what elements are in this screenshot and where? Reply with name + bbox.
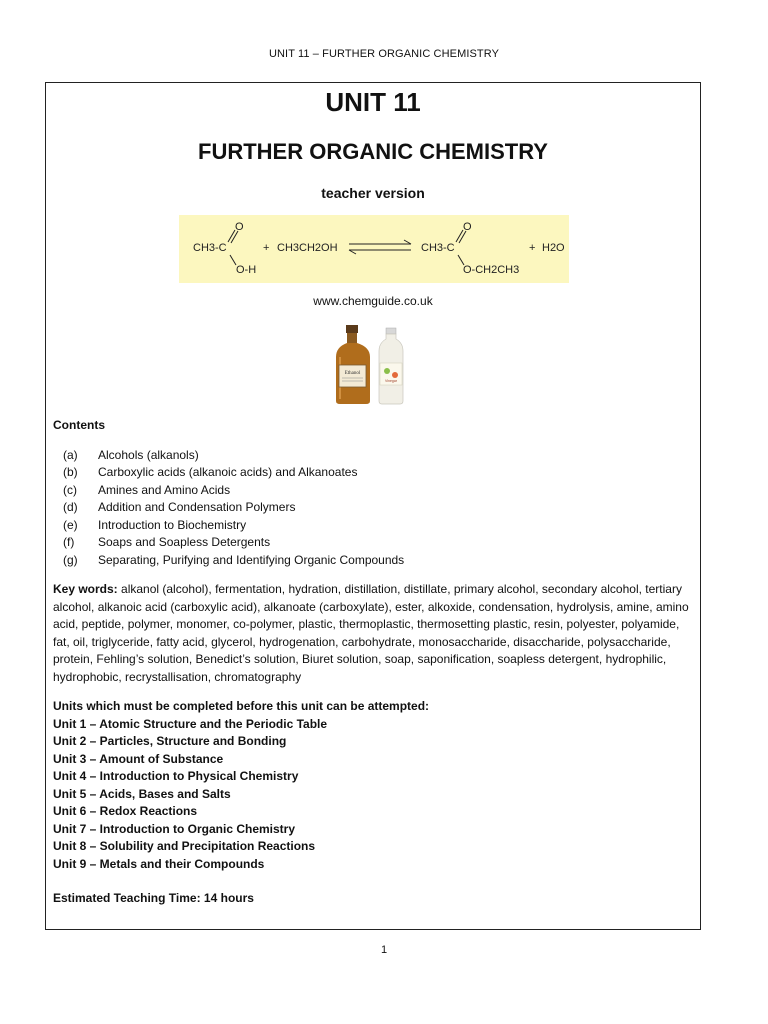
product-photo bbox=[332, 323, 412, 405]
version-label: teacher version bbox=[321, 185, 425, 201]
bottles-illustration bbox=[332, 323, 412, 405]
contents-item: (b) Carboxylic acids (alkanoic acids) and Alkanoates bbox=[63, 465, 358, 479]
page-subtitle: FURTHER ORGANIC CHEMISTRY bbox=[198, 139, 548, 164]
contents-item: (g) Separating, Purifying and Identifying Organic Compounds bbox=[63, 552, 405, 567]
prerequisite-unit: Unit 3 – Amount of Substance bbox=[53, 751, 224, 766]
prerequisite-unit: Unit 7 – Introduction to Organic Chemistry bbox=[53, 821, 296, 836]
svg-text:Vinegar: Vinegar bbox=[384, 379, 398, 383]
svg-text:Ethanol: Ethanol bbox=[344, 371, 361, 376]
reactant1-formula: CH3-C bbox=[193, 242, 227, 254]
contents-item: (a) Alcohols (alkanols) bbox=[63, 447, 199, 462]
keywords-heading: Key words: bbox=[53, 582, 118, 596]
plus-sign-1: + bbox=[263, 242, 270, 254]
product1-carbonyl-o: O bbox=[463, 221, 472, 233]
prerequisite-unit: Unit 9 – Metals and their Compounds bbox=[53, 856, 265, 871]
keywords-paragraph bbox=[53, 581, 695, 686]
running-head: UNIT 11 – FURTHER ORGANIC CHEMISTRY bbox=[268, 48, 500, 60]
product2-formula: H2O bbox=[542, 242, 565, 254]
contents-item: (c) Amines and Amino Acids bbox=[63, 482, 231, 497]
prerequisite-unit: Unit 1 – Atomic Structure and the Periodic Table bbox=[53, 716, 328, 731]
teaching-time: Estimated Teaching Time: 14 hours bbox=[53, 891, 254, 905]
vinegar-bottle-icon bbox=[379, 328, 403, 404]
prerequisites-section bbox=[53, 698, 695, 873]
contents-heading: Contents bbox=[53, 418, 105, 432]
reactant2-formula: CH3CH2OH bbox=[277, 242, 338, 254]
reactant1-double-bond bbox=[228, 230, 235, 242]
reactant1-hydroxyl: O-H bbox=[236, 264, 257, 276]
page-number: 1 bbox=[380, 944, 388, 956]
contents-item: (d) Addition and Condensation Polymers bbox=[63, 500, 296, 514]
product1-ester-group: O-CH2CH3 bbox=[463, 264, 520, 276]
page-title: UNIT 11 bbox=[325, 87, 421, 117]
cover-body bbox=[53, 417, 695, 908]
cover-frame bbox=[45, 82, 701, 930]
contents-item: (f) Soaps and Soapless Detergents bbox=[63, 535, 271, 549]
prerequisite-unit: Unit 4 – Introduction to Physical Chemistry bbox=[53, 769, 299, 783]
prerequisite-unit: Unit 6 – Redox Reactions bbox=[53, 804, 198, 818]
contents-list bbox=[53, 447, 695, 570]
contents-item: (e) Introduction to Biochemistry bbox=[63, 517, 247, 532]
source-website: www.chemguide.co.uk bbox=[313, 294, 433, 308]
esterification-equation bbox=[179, 215, 569, 283]
prerequisites-heading: Units which must be completed before this unit can be attempted: bbox=[53, 699, 430, 713]
plus-sign-2: + bbox=[529, 242, 536, 254]
keywords-text: alkanol (alcohol), fermentation, hydration, distillation, distillate, primary alcohol, secondary alcohol, tertiary alcohol, alkanoic acid (carboxylic acid), alkanoate (carboxylate), ester, alkoxide, condensation, hydrolysis, amine, amino acid, peptide, polymer, monomer, co-polymer, plastic, thermoplastic, thermosetting plastic, resin, polyester, polyamide, fat, oil, triglyceride, fatty acid, glycerol, hydrogenation, carbohydrate, monosaccharide, disaccharide, polysaccharide, protein, Fehling’s solution, Benedict’s solution, Biuret solution, soap, saponification, soapless detergent, hydrophilic, hydrophobic, recrystallisation, chromatography bbox=[53, 582, 689, 684]
prerequisite-unit: Unit 2 – Particles, Structure and Bonding bbox=[53, 734, 287, 748]
prerequisite-unit: Unit 5 – Acids, Bases and Salts bbox=[53, 786, 231, 801]
equation-diagram bbox=[179, 215, 569, 283]
ethanol-bottle-icon bbox=[336, 325, 370, 404]
reactant1-carbonyl-o: O bbox=[235, 221, 244, 233]
product1-formula: CH3-C bbox=[421, 242, 455, 254]
prerequisite-unit: Unit 8 – Solubility and Precipitation Reactions bbox=[53, 839, 316, 853]
product1-double-bond bbox=[456, 230, 463, 242]
